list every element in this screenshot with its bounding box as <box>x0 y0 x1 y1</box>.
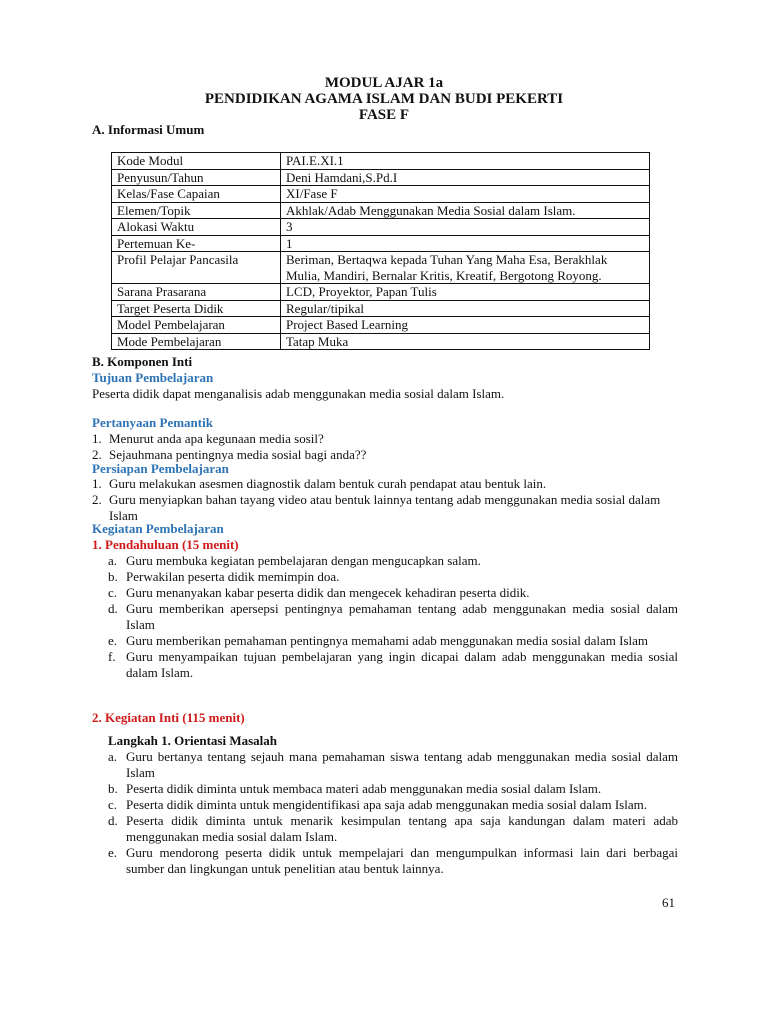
pendahuluan-heading: 1. Pendahuluan (15 menit) <box>92 537 239 552</box>
table-row <box>112 153 650 170</box>
table-row <box>112 202 650 219</box>
list-item: 2. Sejauhmana pentingnya media sosial bagi anda?? <box>92 447 367 462</box>
table-key: Mode Pembelajaran <box>112 333 281 350</box>
table-row <box>112 317 650 334</box>
kegiatan-inti-heading: 2. Kegiatan Inti (115 menit) <box>92 710 245 725</box>
subject-title: PENDIDIKAN AGAMA ISLAM DAN BUDI PEKERTI <box>204 91 564 107</box>
table-value: PAI.E.XI.1 <box>281 153 650 170</box>
list-item: e. Guru mendorong peserta didik untuk mempelajari dan mengumpulkan informasi lain dari berbagai sumber dan lingkungan untuk penelitian atau bentuk lainnya. <box>108 845 678 876</box>
table-value: 1 <box>281 235 650 252</box>
list-item: c. Guru menanyakan kabar peserta didik dan mengecek kehadiran peserta didik. <box>108 585 530 600</box>
list-item: 1. Guru melakukan asesmen diagnostik dalam bentuk curah pendapat atau bentuk lain. <box>92 476 547 491</box>
phase-title: FASE F <box>358 107 410 123</box>
table-value: Beriman, Bertaqwa kepada Tuhan Yang Maha Esa, Berakhlak Mulia, Mandiri, Bernalar Kritis, Kreatif, Bergotong Royong. <box>281 252 650 284</box>
section-b-heading: B. Komponen Inti <box>92 354 193 369</box>
list-item: b. Peserta didik diminta untuk membaca materi adab menggunakan media sosial dalam Islam. <box>108 781 602 796</box>
list-item: c. Peserta didik diminta untuk mengidentifikasi apa saja adab menggunakan media sosial dalam Islam. <box>108 797 647 812</box>
langkah-1-heading: Langkah 1. Orientasi Masalah <box>108 733 278 748</box>
table-key: Model Pembelajaran <box>112 317 281 334</box>
list-item: b. Perwakilan peserta didik memimpin doa. <box>108 569 340 584</box>
table-value: Tatap Muka <box>281 333 650 350</box>
table-key: Target Peserta Didik <box>112 300 281 317</box>
pendahuluan-list <box>108 553 678 681</box>
table-value: Project Based Learning <box>281 317 650 334</box>
table-key: Pertemuan Ke- <box>112 235 281 252</box>
table-row <box>112 186 650 203</box>
list-item: d. Guru memberikan apersepsi pentingnya pemahaman tentang adab menggunakan media sosial dalam Islam <box>108 601 678 632</box>
table-key: Sarana Prasarana <box>112 284 281 301</box>
table-key: Penyusun/Tahun <box>112 169 281 186</box>
table-row <box>112 252 650 284</box>
module-title: MODUL AJAR 1a <box>324 75 444 91</box>
table-key: Elemen/Topik <box>112 202 281 219</box>
table-value: XI/Fase F <box>281 186 650 203</box>
tujuan-text: Peserta didik dapat menganalisis adab menggunakan media sosial dalam Islam. <box>92 386 505 401</box>
list-item: f. Guru menyampaikan tujuan pembelajaran yang ingin dicapai dalam adab menggunakan media sosial dalam Islam. <box>108 649 678 680</box>
table-value: 3 <box>281 219 650 236</box>
list-item: a. Guru bertanya tentang sejauh mana pemahaman siswa tentang adab menggunakan media sosial dalam Islam <box>108 749 678 780</box>
table-row <box>112 284 650 301</box>
table-key: Alokasi Waktu <box>112 219 281 236</box>
list-item: 1. Menurut anda apa kegunaan media sosil? <box>92 431 324 446</box>
pemantik-list <box>92 431 682 463</box>
pemantik-heading: Pertanyaan Pemantik <box>92 415 213 430</box>
persiapan-list <box>92 476 682 524</box>
table-key: Kelas/Fase Capaian <box>112 186 281 203</box>
info-table <box>111 152 650 350</box>
table-value: Akhlak/Adab Menggunakan Media Sosial dalam Islam. <box>281 202 650 219</box>
table-value: Deni Hamdani,S.Pd.I <box>281 169 650 186</box>
table-value: LCD, Proyektor, Papan Tulis <box>281 284 650 301</box>
list-item: a. Guru membuka kegiatan pembelajaran dengan mengucapkan salam. <box>108 553 481 568</box>
table-row <box>112 300 650 317</box>
kegiatan-heading: Kegiatan Pembelajaran <box>92 521 224 536</box>
langkah-1-list <box>108 749 678 877</box>
table-row <box>112 333 650 350</box>
persiapan-heading: Persiapan Pembelajaran <box>92 461 229 476</box>
page-number: 61 <box>662 895 675 910</box>
tujuan-heading: Tujuan Pembelajaran <box>92 370 214 385</box>
table-row <box>112 169 650 186</box>
list-item: e. Guru memberikan pemahaman pentingnya memahami adab menggunakan media sosial dalam Islam <box>108 633 648 648</box>
table-key: Kode Modul <box>112 153 281 170</box>
section-a-heading: A. Informasi Umum <box>92 122 205 137</box>
list-item: 2. Guru menyiapkan bahan tayang video atau bentuk lainnya tentang adab menggunakan media sosial dalam Islam <box>92 492 661 523</box>
table-key: Profil Pelajar Pancasila <box>112 252 281 284</box>
table-row <box>112 219 650 236</box>
list-item: d. Peserta didik diminta untuk menarik kesimpulan tentang apa saja kandungan dalam materi adab menggunakan media sosial dalam Islam. <box>108 813 678 844</box>
table-row <box>112 235 650 252</box>
table-value: Regular/tipikal <box>281 300 650 317</box>
